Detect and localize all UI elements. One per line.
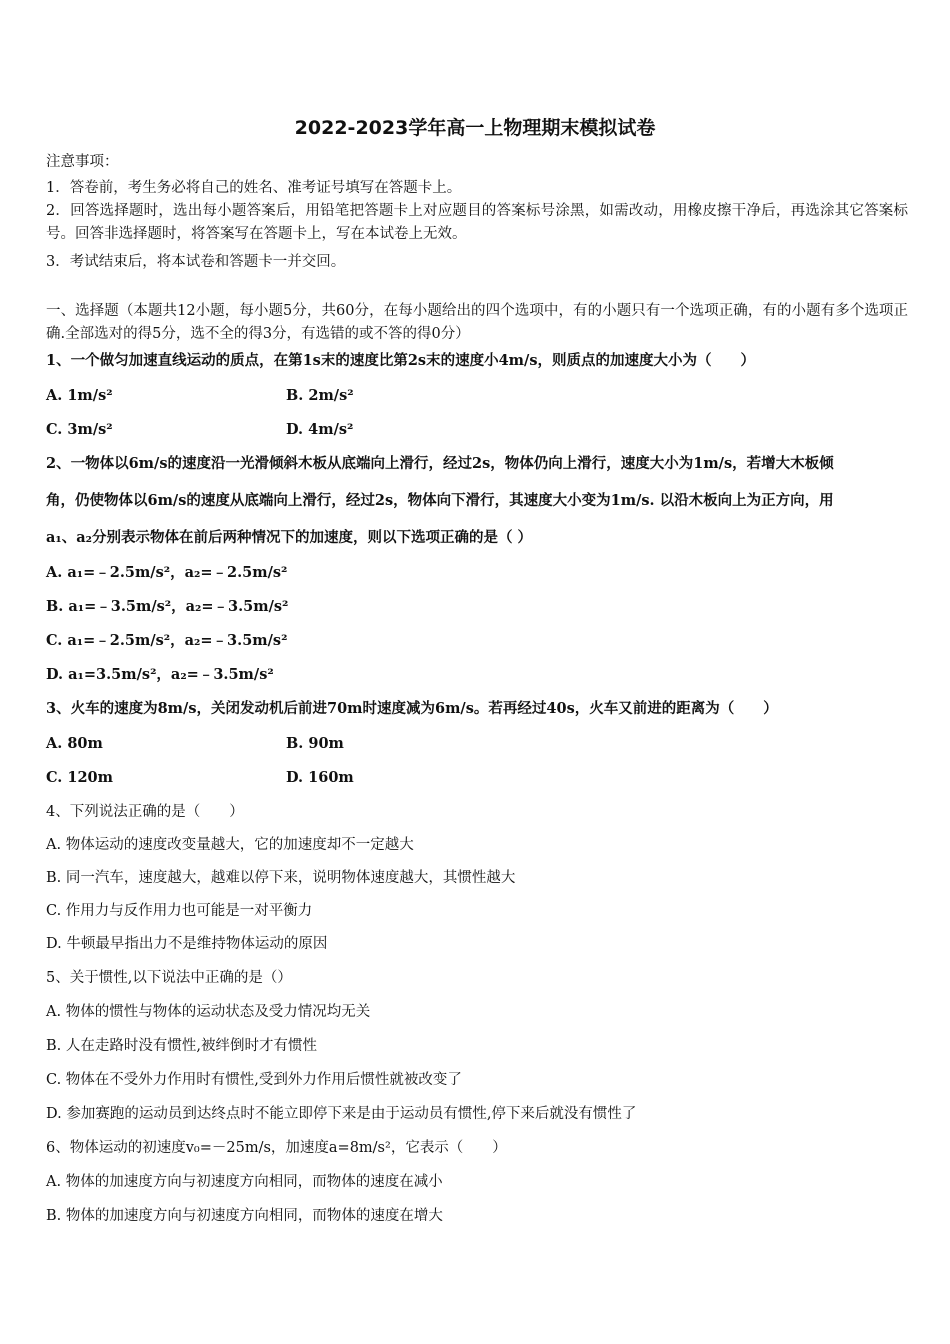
question-2-stem-line-2: 角，仍使物体以6m/s的速度从底端向上滑行，经过2s，物体向下滑行，其速度大小变为1m/s. 以沿木板向上为正方向，用	[46, 492, 834, 509]
question-6-stem: 6、物体运动的初速度v₀=－25m/s，加速度a=8m/s²，它表示（ ）	[46, 1140, 507, 1156]
question-6-option-b: B. 物体的加速度方向与初速度方向相同，而物体的速度在增大	[46, 1208, 443, 1224]
question-1-option-b: B. 2m/s²	[286, 387, 354, 404]
question-5-stem: 5、关于惯性,以下说法中正确的是（）	[46, 970, 292, 986]
question-3-option-b: B. 90m	[286, 735, 344, 752]
question-3-options-cd	[46, 768, 908, 788]
question-4-option-a: A. 物体运动的速度改变量越大，它的加速度却不一定越大	[46, 837, 414, 853]
notice-item-3: 3．考试结束后，将本试卷和答题卡一并交回。	[46, 254, 346, 270]
question-2-stem-line-1: 2、一物体以6m/s的速度沿一光滑倾斜木板从底端向上滑行，经过2s，物体仍向上滑行，速度大小为1m/s，若增大木板倾	[46, 455, 834, 472]
question-1-option-d: D. 4m/s²	[286, 421, 354, 438]
question-5-option-a: A. 物体的惯性与物体的运动状态及受力情况均无关	[46, 1004, 371, 1020]
question-5-option-d: D. 参加赛跑的运动员到达终点时不能立即停下来是由于运动员有惯性,停下来后就没有惯性了	[46, 1106, 637, 1122]
question-4-option-c: C. 作用力与反作用力也可能是一对平衡力	[46, 903, 313, 919]
section-heading: 一、选择题（本题共12小题，每小题5分，共60分，在每小题给出的四个选项中，有的小题只有一个选项正确，有的小题有多个选项正确.全部选对的得5分，选不全的得3分，有选错的或不答的得0分）	[46, 303, 908, 342]
question-5-option-b: B. 人在走路时没有惯性,被绊倒时才有惯性	[46, 1038, 317, 1054]
page-title: 2022-2023学年高一上物理期末模拟试卷	[294, 117, 656, 139]
question-4-option-b: B. 同一汽车，速度越大，越难以停下来，说明物体速度越大，其惯性越大	[46, 870, 516, 886]
question-5-option-c: C. 物体在不受外力作用时有惯性,受到外力作用后惯性就被改变了	[46, 1072, 462, 1088]
notice-heading: 注意事项：	[46, 154, 119, 170]
question-2-option-d: D. a₁=3.5m/s²，a₂=﹣3.5m/s²	[46, 666, 274, 683]
question-1-option-c: C. 3m/s²	[46, 421, 113, 438]
question-2-stem-line-3: a₁、a₂分别表示物体在前后两种情况下的加速度，则以下选项正确的是（ ）	[46, 529, 533, 546]
question-3-stem: 3、火车的速度为8m/s，关闭发动机后前进70m时速度减为6m/s。若再经过40s，火车又前进的距离为（ ）	[46, 700, 778, 717]
question-2-option-b: B. a₁=﹣3.5m/s²，a₂=﹣3.5m/s²	[46, 598, 289, 615]
question-1-options-ab	[46, 386, 908, 406]
question-3-option-c: C. 120m	[46, 769, 113, 786]
notice-item-1: 1．答卷前，考生务必将自己的姓名、准考证号填写在答题卡上。	[46, 180, 462, 196]
question-3-option-a: A. 80m	[46, 735, 103, 752]
question-1-stem: 1、一个做匀加速直线运动的质点，在第1s末的速度比第2s末的速度小4m/s，则质点的加速度大小为（ ）	[46, 352, 755, 369]
question-2-option-c: C. a₁=﹣2.5m/s²，a₂=﹣3.5m/s²	[46, 632, 288, 649]
question-1-option-a: A. 1m/s²	[46, 387, 113, 404]
notice-item-2: 2．回答选择题时，选出每小题答案后，用铅笔把答题卡上对应题目的答案标号涂黑，如需改动，用橡皮擦干净后，再选涂其它答案标号。回答非选择题时，将答案写在答题卡上，写在本试卷上无效。	[46, 203, 908, 242]
question-3-options-ab	[46, 734, 908, 754]
question-1-options-cd	[46, 420, 908, 440]
question-6-option-a: A. 物体的加速度方向与初速度方向相同，而物体的速度在减小	[46, 1174, 443, 1190]
question-2-option-a: A. a₁=﹣2.5m/s²，a₂=﹣2.5m/s²	[46, 564, 288, 581]
question-4-option-d: D. 牛顿最早指出力不是维持物体运动的原因	[46, 936, 328, 952]
question-4-stem: 4、下列说法正确的是（ ）	[46, 804, 244, 820]
question-3-option-d: D. 160m	[286, 769, 354, 786]
